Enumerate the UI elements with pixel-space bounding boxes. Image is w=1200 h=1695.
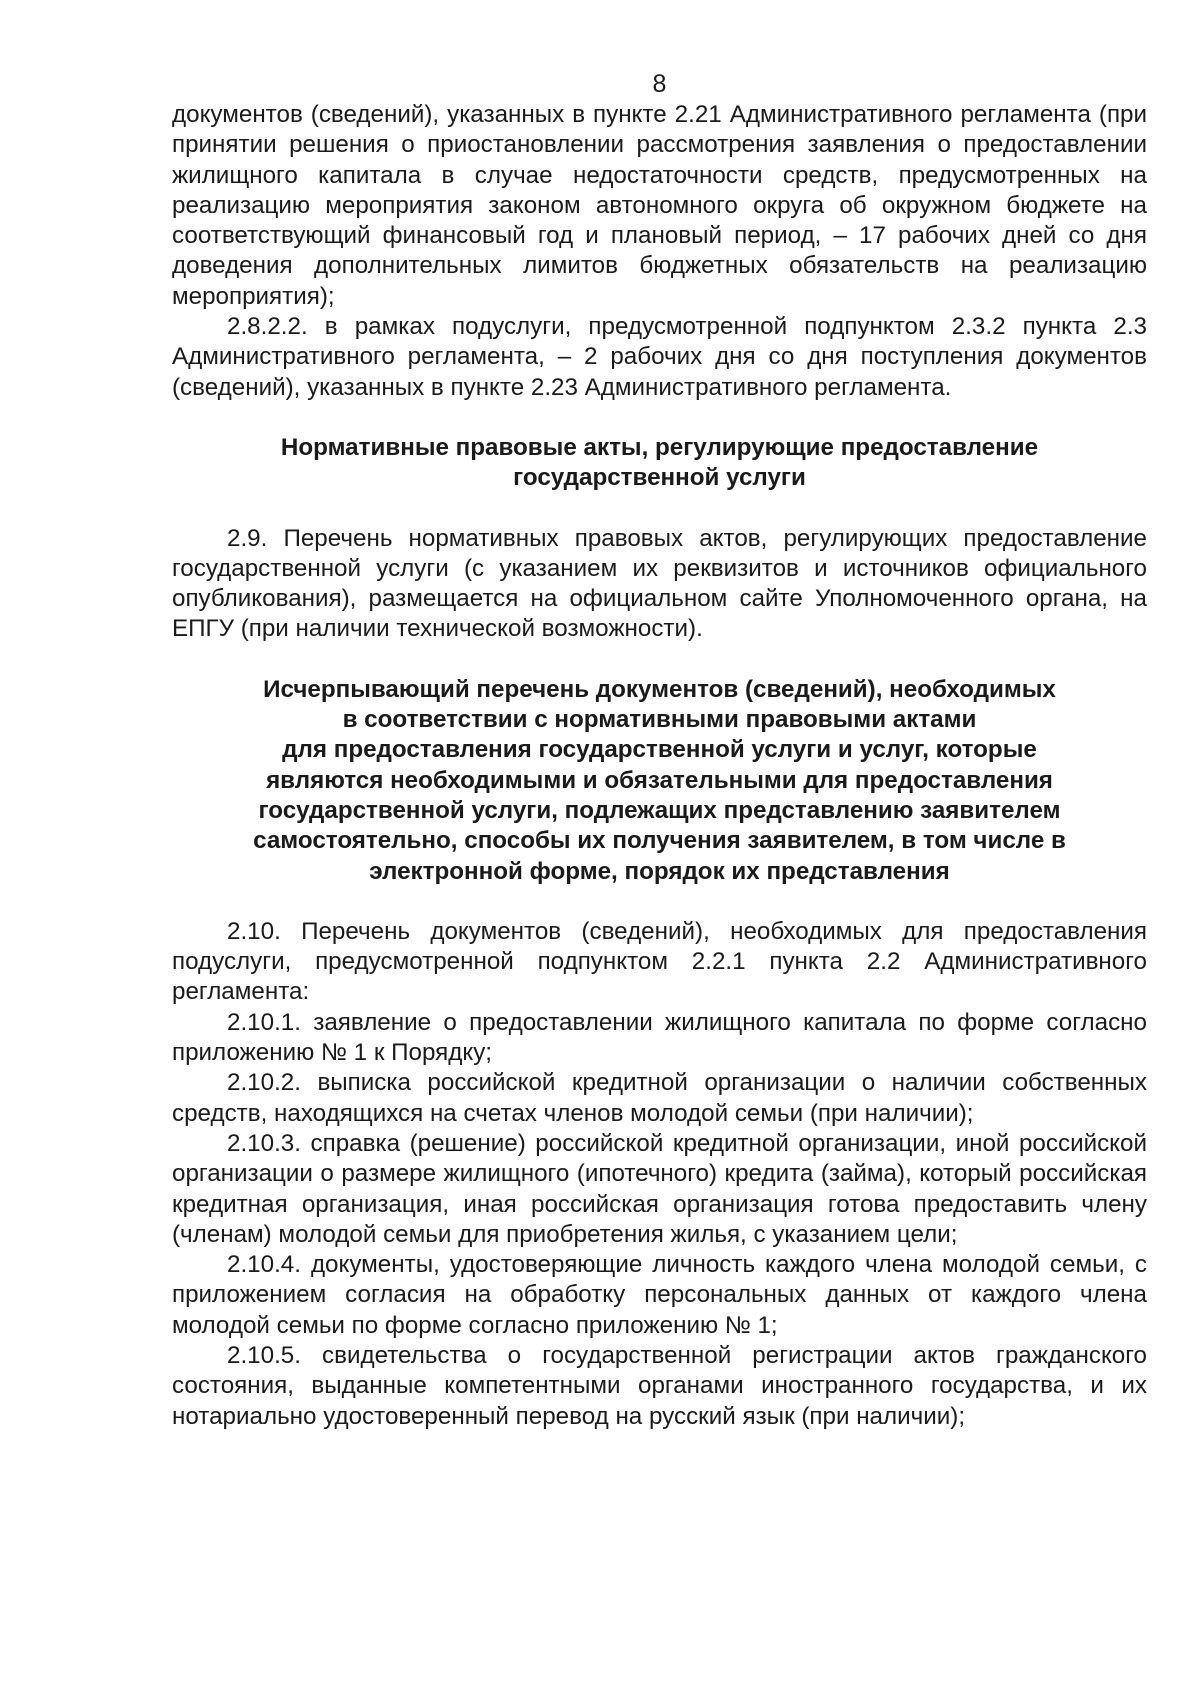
spacer [172, 494, 1147, 524]
heading-line: для предоставления государственной услуги и услуг, которые [282, 736, 1037, 764]
heading-line: Нормативные правовые акты, регулирующие предоставление [280, 433, 1039, 461]
spacer [172, 645, 1147, 675]
page-number: 8 [652, 70, 667, 98]
section-heading-normative-acts [172, 433, 1147, 494]
section-heading-documents-list [172, 675, 1147, 887]
paragraph-2-10-1: 2.10.1. заявление о предоставлении жилищного капитала по форме согласно приложению № 1 к Порядку; [172, 1008, 1147, 1067]
paragraph-2-10: 2.10. Перечень документов (сведений), необходимых для предоставления подуслуги, предусмотренной подпунктом 2.2.1 пункта 2.2 Административного регламента: [172, 917, 1147, 1006]
spacer [172, 887, 1147, 917]
paragraph-2-10-4: 2.10.4. документы, удостоверяющие личность каждого члена молодой семьи, с приложением согласия на обработку персональных данных от каждого члена молодой семьи по форме согласно приложению № 1; [172, 1251, 1147, 1339]
heading-line: электронной форме, порядок их представления [369, 857, 950, 885]
heading-line: государственной услуги, подлежащих представлению заявителем [258, 796, 1061, 824]
heading-line: являются необходимыми и обязательными для предоставления [266, 766, 1053, 794]
spacer [172, 403, 1147, 433]
heading-line: государственной услуги [513, 464, 806, 492]
paragraph-continuation: документов (сведений), указанных в пункте 2.21 Административного регламента (при принятии решения о приостановлении рассмотрения заявления о предоставлении жилищного капитала в случае недостаточности средств, предусмотренных на реализацию мероприятия законом автономного округа об окружном бюджете на соответствующий финансовый год и плановый период, – 17 рабочих дней со дня доведения дополнительных лимитов бюджетных обязательств на реализацию мероприятия); [172, 101, 1147, 310]
paragraph-2-10-2: 2.10.2. выписка российской кредитной организации о наличии собственных средств, находящихся на счетах членов молодой семьи (при наличии); [172, 1069, 1147, 1127]
paragraph-2-10-5: 2.10.5. свидетельства о государственной регистрации актов гражданского состояния, выданные компетентными органами иностранного государства, и их нотариально удостоверенный перевод на русский язык (при наличии); [172, 1341, 1147, 1430]
paragraph-2-9: 2.9. Перечень нормативных правовых актов, регулирующих предоставление государственной услуги (с указанием их реквизитов и источников официального опубликования), размещается на официальном сайте Уполномоченного органа, на ЕПГУ (при наличии технической возможности). [172, 524, 1147, 643]
heading-line: в соответствии с нормативными правовыми актами [342, 706, 977, 734]
document-page [172, 68, 1147, 1432]
heading-line: Исчерпывающий перечень документов (сведений), необходимых [263, 675, 1056, 703]
paragraph-2-8-2-2: 2.8.2.2. в рамках подуслуги, предусмотренной подпунктом 2.3.2 пункта 2.3 Административного регламента, – 2 рабочих дня со дня поступления документов (сведений), указанных в пункте 2.23 Административного регламента. [172, 313, 1147, 401]
paragraph-2-10-3: 2.10.3. справка (решение) российской кредитной организации, иной российской организации о размере жилищного (ипотечного) кредита (займа), который российская кредитная организация, иная российская организация готова предоставить члену (членам) молодой семьи для приобретения жилья, с указанием цели; [172, 1129, 1147, 1248]
heading-line: самостоятельно, способы их получения заявителем, в том числе в [253, 827, 1066, 855]
